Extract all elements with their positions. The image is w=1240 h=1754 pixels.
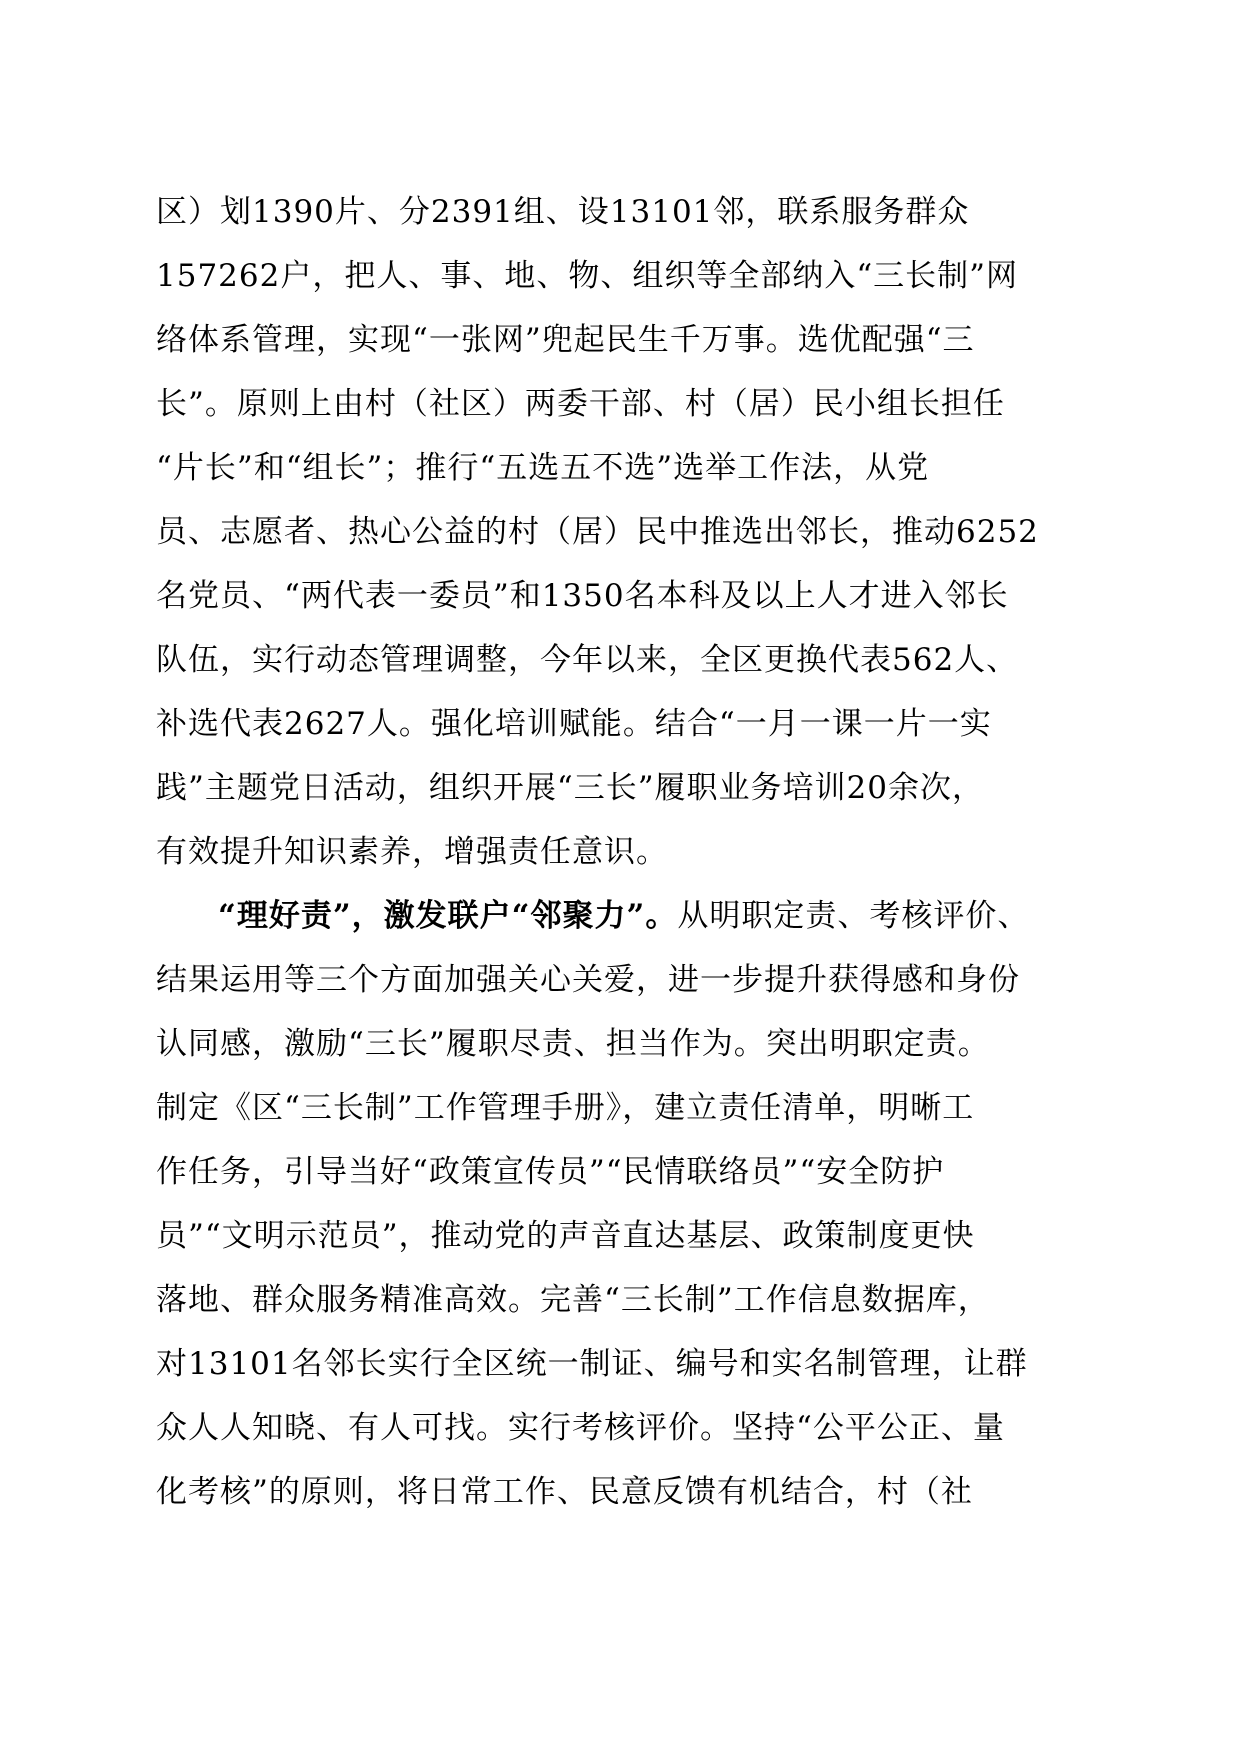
text-line: 长”。原则上由村（社区）两委干部、村（居）民小组长担任 bbox=[156, 386, 1005, 422]
body-text bbox=[156, 180, 1096, 1524]
text-line: 认同感，激励“三长”履职尽责、担当作为。突出明职定责。 bbox=[156, 1026, 990, 1062]
text-line: 队伍，实行动态管理调整，今年以来，全区更换代表562人、 bbox=[156, 642, 1019, 678]
text-line: 作任务，引导当好“政策宣传员”“民情联络员”“安全防护 bbox=[156, 1154, 945, 1190]
paragraph-1 bbox=[156, 180, 1096, 884]
text-line: 践”主题党日活动，组织开展“三长”履职业务培训20余次， bbox=[156, 770, 984, 806]
text-line: “片长”和“组长”；推行“五选五不选”选举工作法，从党 bbox=[156, 450, 930, 486]
text-line: 对13101名邻长实行全区统一制证、编号和实名制管理，让群 bbox=[156, 1346, 1028, 1382]
text-line: 有效提升知识素养，增强责任意识。 bbox=[156, 834, 668, 870]
text-line: 157262户，把人、事、地、物、组织等全部纳入“三长制”网 bbox=[156, 258, 1019, 294]
paragraph-2 bbox=[156, 884, 1096, 1524]
text-line: 络体系管理，实现“一张网”兜起民生千万事。选优配强“三 bbox=[156, 322, 975, 358]
text-line: 制定《区“三长制”工作管理手册》，建立责任清单，明晰工 bbox=[156, 1090, 975, 1126]
text-line: 化考核”的原则，将日常工作、民意反馈有机结合，村（社 bbox=[156, 1474, 973, 1510]
text-line: 众人人知晓、有人可找。实行考核评价。坚持“公平公正、量 bbox=[156, 1410, 1005, 1446]
text-line: 结果运用等三个方面加强关心关爱，进一步提升获得感和身份 bbox=[156, 962, 1020, 998]
text-line: 区）划1390片、分2391组、设13101邻，联系服务群众 bbox=[156, 194, 970, 230]
text-run: 从明职定责、考核评价、 bbox=[677, 898, 1030, 934]
text-line: 落地、群众服务精准高效。完善“三长制”工作信息数据库， bbox=[156, 1282, 990, 1318]
text-line-first bbox=[156, 884, 1096, 948]
text-line: 补选代表2627人。强化培训赋能。结合“一月一课一片一实 bbox=[156, 706, 992, 742]
text-line: 名党员、“两代表一委员”和1350名本科及以上人才进入邻长 bbox=[156, 578, 1009, 614]
text-line: 员、志愿者、热心公益的村（居）民中推选出邻长，推动6252 bbox=[156, 514, 1039, 550]
text-line: 员”“文明示范员”，推动党的声音直达基层、政策制度更快 bbox=[156, 1218, 975, 1254]
section-heading: “理好责”，激发联户“邻聚力”。 bbox=[218, 898, 678, 934]
